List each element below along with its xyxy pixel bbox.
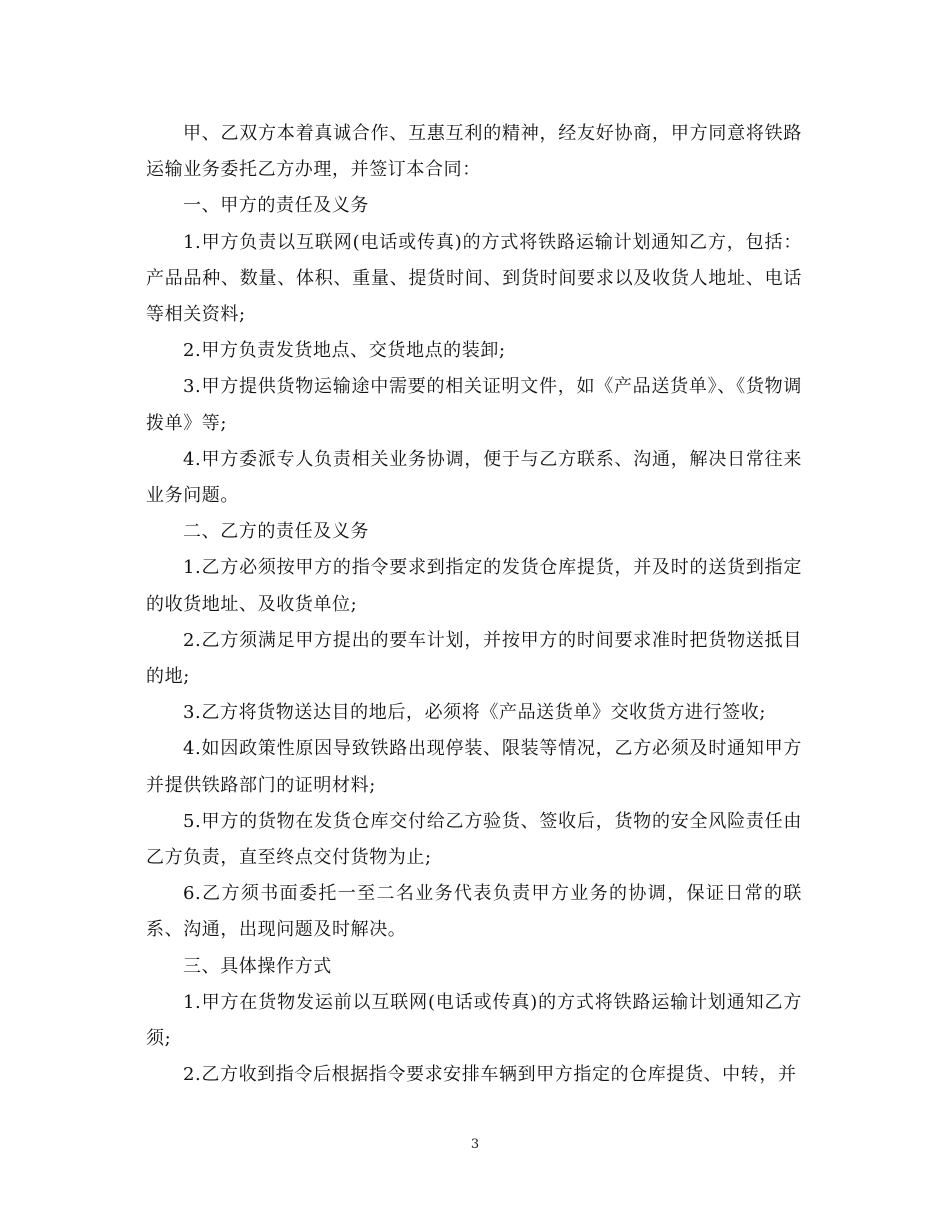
section-heading-party-a: 一、甲方的责任及义务 xyxy=(183,195,369,217)
party-b-clause-4: 4.如因政策性原因导致铁路出现停装、限装等情况，乙方必须及时通知甲方并提供铁路部门的证明材料; xyxy=(146,738,802,796)
page-number: 3 xyxy=(470,1137,480,1152)
party-b-clause-3: 3.乙方将货物送达目的地后，必须将《产品送货单》交收货方进行签收; xyxy=(183,702,767,724)
document-body xyxy=(146,116,802,1093)
operation-clause-1: 1.甲方在货物发运前以互联网(电话或传真)的方式将铁路运输计划通知乙方须; xyxy=(146,991,802,1050)
intro-paragraph: 甲、乙双方本着真诚合作、互惠互利的精神，经友好协商，甲方同意将铁路运输业务委托乙方办理，并签订本合同： xyxy=(146,123,802,181)
party-a-clause-2: 2.甲方负责发货地点、交货地点的装卸; xyxy=(183,340,506,362)
operation-clause-2: 2.乙方收到指令后根据指令要求安排车辆到甲方指定的仓库提货、中转，并 xyxy=(183,1064,797,1086)
party-a-clause-1: 1.甲方负责以互联网(电话或传真)的方式将铁路运输计划通知乙方，包括：产品品种、数量、体积、重量、提货时间、到货时间要求以及收货人地址、电话等相关资料; xyxy=(146,231,802,326)
party-b-clause-1: 1.乙方必须按甲方的指令要求到指定的发货仓库提货，并及时的送货到指定的收货地址、及收货单位; xyxy=(146,557,802,615)
party-b-clause-6: 6.乙方须书面委托一至二名业务代表负责甲方业务的协调，保证日常的联系、沟通，出现问题及时解决。 xyxy=(146,883,802,941)
party-a-clause-4: 4.甲方委派专人负责相关业务协调，便于与乙方联系、沟通，解决日常往来业务问题。 xyxy=(146,448,802,507)
party-b-clause-5: 5.甲方的货物在发货仓库交付给乙方验货、签收后，货物的安全风险责任由乙方负责，直至终点交付货物为止; xyxy=(146,810,802,869)
section-heading-operation: 三、具体操作方式 xyxy=(183,955,332,977)
party-a-clause-3: 3.甲方提供货物运输途中需要的相关证明文件，如《产品送货单》、《货物调拨单》等; xyxy=(146,376,802,434)
section-heading-party-b: 二、乙方的责任及义务 xyxy=(183,521,369,543)
party-b-clause-2: 2.乙方须满足甲方提出的要车计划，并按甲方的时间要求准时把货物送抵目的地; xyxy=(146,629,802,688)
